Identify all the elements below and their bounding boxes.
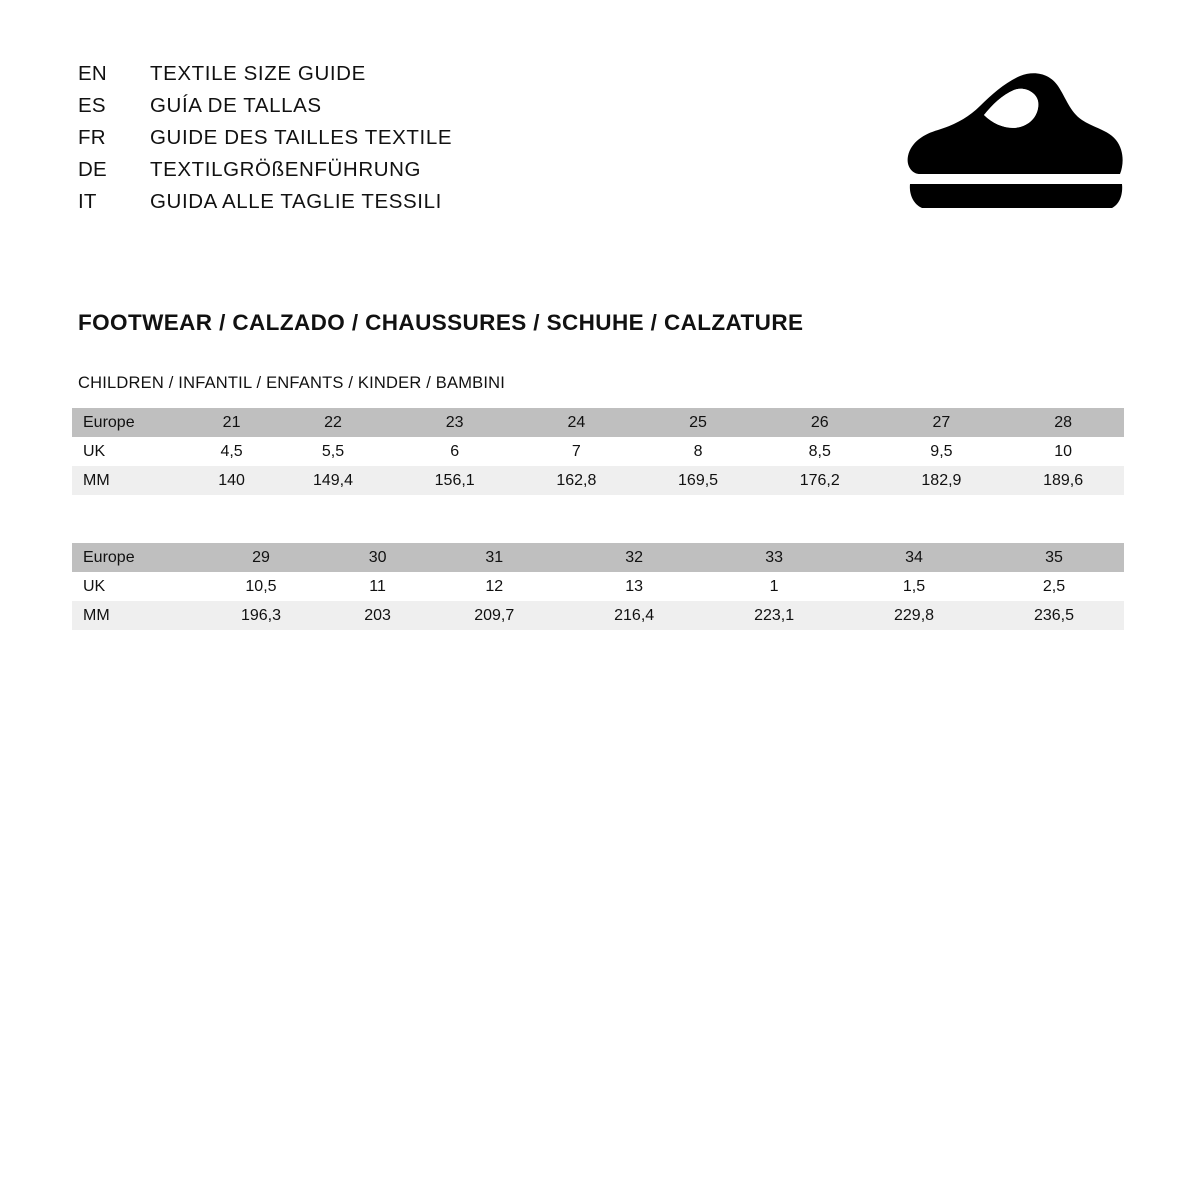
table-cell: 1,5 (844, 572, 984, 601)
table-cell: 6 (394, 437, 516, 466)
table-cell: 149,4 (272, 466, 394, 495)
table-cell: 27 (881, 408, 1003, 437)
table-cell: 29 (191, 543, 331, 572)
table-cell: 196,3 (191, 601, 331, 630)
table-cell: 236,5 (984, 601, 1124, 630)
table-cell: 140 (191, 466, 272, 495)
table-cell: 11 (331, 572, 424, 601)
table-cell: 23 (394, 408, 516, 437)
table-cell: 162,8 (516, 466, 638, 495)
table-row (72, 572, 1124, 601)
table-cell: 169,5 (637, 466, 759, 495)
row-label-mm: MM (72, 466, 191, 495)
language-code: ES (78, 94, 106, 117)
table-cell: 13 (564, 572, 704, 601)
children-subsection-title: CHILDREN / INFANTIL / ENFANTS / KINDER / BAMBINI (78, 374, 506, 392)
table-cell: 176,2 (759, 466, 881, 495)
table-cell: 35 (984, 543, 1124, 572)
table-cell: 10,5 (191, 572, 331, 601)
size-table-children-1 (72, 408, 1124, 495)
table-cell: 8,5 (759, 437, 881, 466)
table-cell: 1 (704, 572, 844, 601)
table-cell: 189,6 (1002, 466, 1124, 495)
table-cell: 25 (637, 408, 759, 437)
table-cell: 182,9 (881, 466, 1003, 495)
language-title: TEXTILGRÖßENFÜHRUNG (150, 158, 422, 181)
table-cell: 4,5 (191, 437, 272, 466)
row-label-europe: Europe (72, 408, 191, 437)
language-code: EN (78, 62, 107, 85)
table-cell: 21 (191, 408, 272, 437)
footwear-section-title: FOOTWEAR / CALZADO / CHAUSSURES / SCHUHE / CALZATURE (78, 310, 804, 335)
table-row (72, 543, 1124, 572)
table-cell: 203 (331, 601, 424, 630)
row-label-mm: MM (72, 601, 191, 630)
table-cell: 24 (516, 408, 638, 437)
table-row (72, 408, 1124, 437)
language-code: IT (78, 190, 97, 213)
table-cell: 9,5 (881, 437, 1003, 466)
table-cell: 22 (272, 408, 394, 437)
row-label-europe: Europe (72, 543, 191, 572)
table-cell: 2,5 (984, 572, 1124, 601)
language-code: DE (78, 158, 107, 181)
table-row (72, 437, 1124, 466)
table-cell: 33 (704, 543, 844, 572)
table-cell: 156,1 (394, 466, 516, 495)
language-title: GUIDE DES TAILLES TEXTILE (150, 126, 453, 149)
table-cell: 31 (424, 543, 564, 572)
language-title: TEXTILE SIZE GUIDE (150, 62, 366, 85)
table-cell: 12 (424, 572, 564, 601)
table-cell: 30 (331, 543, 424, 572)
table-cell: 7 (516, 437, 638, 466)
table-cell: 5,5 (272, 437, 394, 466)
table-cell: 8 (637, 437, 759, 466)
row-label-uk: UK (72, 437, 191, 466)
table-cell: 28 (1002, 408, 1124, 437)
shoe-icon (902, 68, 1132, 218)
size-table-children-2 (72, 543, 1124, 630)
table-row (72, 466, 1124, 495)
language-code: FR (78, 126, 106, 149)
language-title: GUÍA DE TALLAS (150, 94, 322, 117)
table-cell: 32 (564, 543, 704, 572)
row-label-uk: UK (72, 572, 191, 601)
table-cell: 26 (759, 408, 881, 437)
table-cell: 223,1 (704, 601, 844, 630)
table-cell: 209,7 (424, 601, 564, 630)
table-cell: 216,4 (564, 601, 704, 630)
table-cell: 10 (1002, 437, 1124, 466)
language-title: GUIDA ALLE TAGLIE TESSILI (150, 190, 442, 213)
table-cell: 34 (844, 543, 984, 572)
table-row (72, 601, 1124, 630)
table-cell: 229,8 (844, 601, 984, 630)
